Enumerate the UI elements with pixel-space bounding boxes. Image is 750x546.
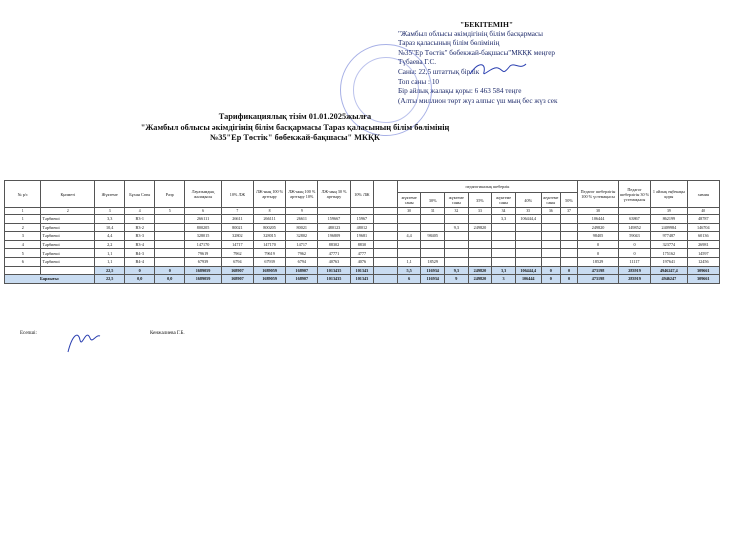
cell-category: В3-1: [125, 215, 155, 224]
cell-total: 309661: [687, 275, 719, 284]
cell-p10b: 168907: [286, 266, 318, 275]
cell-v3: [515, 232, 541, 241]
cell-p10b: 6794: [286, 257, 318, 266]
cell-p10b: 80021: [286, 223, 318, 232]
cell-empty: [374, 275, 398, 284]
cell-c3: [492, 223, 516, 232]
table-row: [5, 240, 720, 249]
subtotal-row: [5, 266, 720, 275]
cell-fund: 175162: [651, 249, 687, 258]
cell-fund: 2409984: [651, 223, 687, 232]
header-fund: 1 айлық еңбекақы қоры: [651, 181, 687, 208]
cell-rate: 1,1: [95, 257, 125, 266]
cell-c2: 9,3: [445, 266, 469, 275]
cell-v1: [421, 215, 445, 224]
cell-grade: [155, 215, 185, 224]
cell-c4: [541, 223, 560, 232]
header-pct100: ЛЖ-ның 100 % арттыру: [253, 181, 285, 208]
cell-p30: 47771: [318, 249, 350, 258]
cell-rate: 2,2: [95, 240, 125, 249]
cell-c4: [541, 215, 560, 224]
cell-position: Тәрбиеші: [41, 223, 95, 232]
cell-v2: 249820: [468, 223, 492, 232]
cell-total: 14597: [687, 249, 719, 258]
cell-empty: [374, 223, 398, 232]
cell-grade: [155, 257, 185, 266]
cell-p30: 88302: [318, 240, 350, 249]
cell-rate: 1,1: [95, 249, 125, 258]
cell-v3: 106444,4: [515, 215, 541, 224]
cell-c3: [492, 249, 516, 258]
cell-v4: [560, 249, 577, 258]
approval-line: Тараз қаласының білім бөлімінің: [398, 39, 500, 48]
cell-c1: [397, 223, 421, 232]
cell-p10c: 4777: [350, 249, 374, 258]
cell-salary: 266111: [185, 215, 221, 224]
cell-ped30: 0: [618, 240, 650, 249]
cell-v1: 116934: [421, 275, 445, 284]
cell-category: В3-4: [125, 240, 155, 249]
cell-empty: [374, 232, 398, 241]
cell-p10: 26611: [221, 215, 253, 224]
column-number-cell: 38: [578, 208, 619, 215]
cell-rate: 10,4: [95, 223, 125, 232]
table-row: [5, 232, 720, 241]
cell-p10b: 14717: [286, 240, 318, 249]
title-line: №35"Ер Төстік" бөбекжай-бақшасы" МКҚК: [209, 133, 381, 143]
cell-c1: [397, 249, 421, 258]
cell-p10c: 15967: [350, 215, 374, 224]
cell-p10c: 4076: [350, 257, 374, 266]
column-number-cell: 30: [397, 208, 421, 215]
footer-signer-name: Кенжалиева Г.Б.: [150, 331, 185, 336]
signature-accountant: [64, 326, 104, 356]
cell-c4: [541, 249, 560, 258]
cell-p30: 159667: [318, 215, 350, 224]
cell-ped100: 473198: [578, 266, 619, 275]
cell-v4: [560, 257, 577, 266]
cell-ped30: 11117: [618, 257, 650, 266]
approval-line: Топ саны : 10: [398, 77, 440, 86]
cell-v2: [468, 232, 492, 241]
cell-category: В3-3: [125, 232, 155, 241]
cell-fund: 323774: [651, 240, 687, 249]
cell-v2: [468, 240, 492, 249]
cell-empty: [374, 257, 398, 266]
cell-salary: 1689059: [185, 275, 221, 284]
header-rate: Жүктеме: [95, 181, 125, 208]
cell-p10c: 101343: [350, 266, 374, 275]
approval-heading: "БЕКІТЕМІН": [460, 20, 514, 29]
cell-p10c: 48012: [350, 223, 374, 232]
cell-c3: [492, 240, 516, 249]
cell-fund: 197641: [651, 257, 687, 266]
cell-c4: 0: [541, 266, 560, 275]
cell-p10b: 168907: [286, 275, 318, 284]
column-number-cell: [618, 208, 650, 215]
cell-p100: 147170: [253, 240, 285, 249]
column-number-cell: 40: [687, 208, 719, 215]
cell-empty: [374, 249, 398, 258]
cell-c1: 6: [397, 275, 421, 284]
document-title: [40, 112, 550, 144]
cell-rate: 4,4: [95, 232, 125, 241]
cell-grade: 0,0: [155, 275, 185, 284]
cell-v1: 18529: [421, 257, 445, 266]
cell-num: 4: [5, 240, 41, 249]
cell-ped30: 0: [618, 249, 650, 258]
cell-v4: 0: [560, 266, 577, 275]
cell-position: Тәрбиеші: [41, 232, 95, 241]
cell-p30: 40763: [318, 257, 350, 266]
column-number-cell: 7: [221, 208, 253, 215]
cell-p10c: 101343: [350, 275, 374, 284]
cell-p100: 79619: [253, 249, 285, 258]
cell-empty: [41, 266, 95, 275]
cell-total: 48787: [687, 215, 719, 224]
cell-salary: 1689059: [185, 266, 221, 275]
cell-num: 5: [5, 249, 41, 258]
cell-c2: 9,3: [445, 223, 469, 232]
header-ped100: Педагог шеберлігін 100 % үстемақысы: [578, 181, 619, 208]
cell-p10b: 7962: [286, 249, 318, 258]
signature-director: [468, 58, 528, 80]
subheader-cell: 50%: [560, 193, 577, 208]
cell-v3: [515, 257, 541, 266]
cell-ped30: 63867: [618, 215, 650, 224]
cell-grade: [155, 240, 185, 249]
approval-line: Түбаева Г.С.: [398, 58, 437, 67]
cell-num: 6: [5, 257, 41, 266]
header-category: Бұхан Саты: [125, 181, 155, 208]
column-number-cell: 37: [560, 208, 577, 215]
table-row: [5, 257, 720, 266]
cell-total: 26981: [687, 240, 719, 249]
cell-p10: 168907: [221, 266, 253, 275]
total-label: Барлығы:: [5, 275, 95, 284]
cell-v3: [515, 249, 541, 258]
approval-line: Бір айлық жалақы қоры: 6 463 584 теңге: [398, 87, 522, 96]
cell-p10c: 8830: [350, 240, 374, 249]
cell-v2: 249820: [468, 266, 492, 275]
approval-line: "Жамбыл облысы әкімдігінің білім басқармасы: [398, 29, 543, 38]
cell-c2: 9: [445, 275, 469, 284]
column-number-cell: 9: [286, 208, 318, 215]
column-number-cell: 39: [651, 208, 687, 215]
cell-grade: 0: [155, 266, 185, 275]
subheader-cell: жүктеме саны: [492, 193, 516, 208]
cell-p100: 328015: [253, 232, 285, 241]
header-ped-group: педагогикалық шеберлік: [397, 181, 577, 193]
cell-category: 0: [125, 266, 155, 275]
cell-num: 1: [5, 215, 41, 224]
cell-v4: [560, 232, 577, 241]
cell-v2: [468, 215, 492, 224]
header-empty: [374, 181, 398, 208]
header-pct30: ЛЖ-ның 30 % арттыру: [318, 181, 350, 208]
cell-v3: 106444: [515, 275, 541, 284]
column-number-cell: 2: [41, 208, 95, 215]
subheader-cell: 35%: [468, 193, 492, 208]
subheader-cell: жүктеме саны: [541, 193, 560, 208]
cell-p30: 196809: [318, 232, 350, 241]
cell-c4: 0: [541, 275, 560, 284]
column-number-cell: [350, 208, 374, 215]
cell-p100: 67939: [253, 257, 285, 266]
cell-c4: [541, 240, 560, 249]
header-ped30: Педагог шеберлігін 30 % үстемақысы: [618, 181, 650, 208]
cell-salary: 147170: [185, 240, 221, 249]
cell-salary: 67939: [185, 257, 221, 266]
cell-v3: 106444,4: [515, 266, 541, 275]
cell-rate: 22,5: [95, 275, 125, 284]
column-number-cell: 35: [515, 208, 541, 215]
cell-empty: [5, 266, 41, 275]
cell-v1: [421, 249, 445, 258]
cell-p100: 1689059: [253, 275, 285, 284]
cell-c4: [541, 232, 560, 241]
cell-c1: 4,4: [397, 232, 421, 241]
header-pct10c: 10% ЛЖ: [350, 181, 374, 208]
cell-v2: 249820: [468, 275, 492, 284]
cell-ped100: 106444: [578, 215, 619, 224]
column-number-cell: 1: [5, 208, 41, 215]
cell-p10: 7962: [221, 249, 253, 258]
cell-num: 2: [5, 223, 41, 232]
cell-p10: 6794: [221, 257, 253, 266]
column-number-cell: 3: [95, 208, 125, 215]
cell-v4: 0: [560, 275, 577, 284]
cell-position: Тәрбиеші: [41, 249, 95, 258]
cell-rate: 22,5: [95, 266, 125, 275]
cell-p30: 480123: [318, 223, 350, 232]
cell-category: 0,0: [125, 275, 155, 284]
subheader-cell: 40%: [515, 193, 541, 208]
cell-v1: 116934: [421, 266, 445, 275]
cell-category: В4-4: [125, 257, 155, 266]
cell-v1: 98405: [421, 232, 445, 241]
cell-grade: [155, 223, 185, 232]
cell-grade: [155, 232, 185, 241]
column-number-cell: 8: [253, 208, 285, 215]
header-pct10: 10% ЛЖ: [221, 181, 253, 208]
cell-p10: 80021: [221, 223, 253, 232]
cell-c1: 1,1: [397, 257, 421, 266]
approval-block: [398, 20, 718, 106]
header-salary: Лауазымдық жалақысы: [185, 181, 221, 208]
header-total: химия: [687, 181, 719, 208]
cell-p10: 14717: [221, 240, 253, 249]
cell-position: Тәрбиеші: [41, 257, 95, 266]
cell-fund: 977487: [651, 232, 687, 241]
cell-p100: 800205: [253, 223, 285, 232]
cell-position: Тәрбиеші: [41, 240, 95, 249]
cell-c4: [541, 257, 560, 266]
cell-total: 146704: [687, 223, 719, 232]
cell-c1: 5,5: [397, 266, 421, 275]
cell-ped100: 98405: [578, 232, 619, 241]
cell-rate: 3,3: [95, 215, 125, 224]
cell-c2: [445, 215, 469, 224]
cell-ped100: 249820: [578, 223, 619, 232]
cell-ped100: 0: [578, 240, 619, 249]
cell-category: В4-3: [125, 249, 155, 258]
cell-v3: [515, 223, 541, 232]
cell-v1: [421, 240, 445, 249]
cell-salary: 328015: [185, 232, 221, 241]
cell-fund: 4946247: [651, 275, 687, 284]
cell-p10b: 32802: [286, 232, 318, 241]
header-position: Қызметі: [41, 181, 95, 208]
total-row: [5, 275, 720, 284]
cell-ped100: 0: [578, 249, 619, 258]
cell-c3: [492, 232, 516, 241]
cell-p10: 168907: [221, 275, 253, 284]
cell-c2: [445, 257, 469, 266]
table-row: [5, 223, 720, 232]
cell-ped30: 59043: [618, 232, 650, 241]
cell-p30: 1013435: [318, 275, 350, 284]
column-number-cell: 5: [155, 208, 185, 215]
column-number-row: [5, 208, 720, 215]
approval-line: (Алты миллион төрт жүз алпыс үш мың бес жүз сек: [398, 96, 558, 105]
column-number-cell: 32: [445, 208, 469, 215]
cell-v2: [468, 249, 492, 258]
title-line: Тарификациялық тізім 01.01.2025жылға: [218, 112, 372, 121]
cell-ped30: 149852: [618, 223, 650, 232]
cell-c3: [492, 257, 516, 266]
cell-c3: 3: [492, 275, 516, 284]
cell-c2: [445, 240, 469, 249]
table-row: [5, 215, 720, 224]
cell-c2: [445, 232, 469, 241]
approval-line: №35"Ер Төстік" бөбекжай-бақшасы"МКҚК меңгер: [398, 48, 555, 57]
column-number-cell: 31: [421, 208, 445, 215]
cell-p10: 32802: [221, 232, 253, 241]
cell-c3: 3,3: [492, 266, 516, 275]
cell-p100: 1689059: [253, 266, 285, 275]
cell-total: 12456: [687, 257, 719, 266]
cell-v4: [560, 240, 577, 249]
column-number-cell: 6: [185, 208, 221, 215]
cell-salary: 79619: [185, 249, 221, 258]
cell-c1: [397, 240, 421, 249]
cell-category: В3-2: [125, 223, 155, 232]
cell-empty: [374, 215, 398, 224]
cell-p100: 266111: [253, 215, 285, 224]
column-number-cell: 4: [125, 208, 155, 215]
cell-v4: [560, 223, 577, 232]
cell-position: Тәрбиеші: [41, 215, 95, 224]
cell-total: 60136: [687, 232, 719, 241]
column-number-cell: 34: [492, 208, 516, 215]
table-row: [5, 249, 720, 258]
cell-v3: [515, 240, 541, 249]
header-num: № р/с: [5, 181, 41, 208]
tariff-table: [4, 180, 720, 284]
cell-total: 309661: [687, 266, 719, 275]
subheader-cell: жүктеме саны: [397, 193, 421, 208]
cell-ped100: 473198: [578, 275, 619, 284]
cell-p30: 1013435: [318, 266, 350, 275]
cell-p10b: 26611: [286, 215, 318, 224]
header-pct10b: ЛЖ-ның 100 % арттыру 10%: [286, 181, 318, 208]
title-line: "Жамбыл облысы әкімдігінің білім басқармасы Тараз қаласының білім бөлімінің: [140, 122, 450, 132]
cell-v2: [468, 257, 492, 266]
cell-c3: 3,3: [492, 215, 516, 224]
footer-accountant-label: Есепші:: [20, 331, 37, 336]
header-grade: Разр: [155, 181, 185, 208]
cell-ped30: 283919: [618, 266, 650, 275]
subheader-cell: 30%: [421, 193, 445, 208]
cell-empty: [374, 266, 398, 275]
cell-salary: 800205: [185, 223, 221, 232]
cell-c1: [397, 215, 421, 224]
column-number-cell: [318, 208, 350, 215]
cell-p10c: 19681: [350, 232, 374, 241]
subheader-cell: жүктеме саны: [445, 193, 469, 208]
column-number-cell: 36: [541, 208, 560, 215]
cell-fund: 4946247,4: [651, 266, 687, 275]
table-header-row: [5, 181, 720, 193]
cell-fund: 862199: [651, 215, 687, 224]
cell-ped100: 18529: [578, 257, 619, 266]
cell-v1: [421, 223, 445, 232]
cell-grade: [155, 249, 185, 258]
cell-v4: [560, 215, 577, 224]
column-number-cell: 33: [468, 208, 492, 215]
cell-c2: [445, 249, 469, 258]
cell-empty: [374, 240, 398, 249]
column-number-cell: [374, 208, 398, 215]
cell-num: 3: [5, 232, 41, 241]
approval-line: Саны: 22,5 штаттық бірлік: [398, 67, 480, 76]
cell-ped30: 283919: [618, 275, 650, 284]
